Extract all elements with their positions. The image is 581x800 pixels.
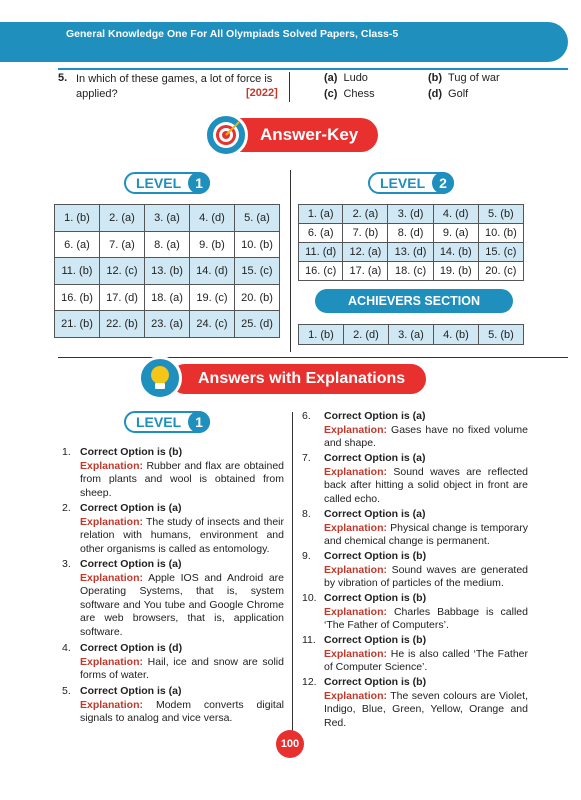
header-title: General Knowledge One For All Olympiads Solved Papers, Class-5 <box>66 28 399 40</box>
target-icon <box>204 113 248 157</box>
header-bar <box>0 22 568 62</box>
level-1-table: 1. (b) 2. (a) 3. (a) 4. (d) 5. (a) 6. (a) 7. (a) 8. (a) 9. (b) 10. (b) 11. (b) 12. (c) 13. (b) 14. (d) 15. (c) 16. (b) 17. (d) 18. (a) 19. (c) 20. (b) 21. (b) 22. (b) 23. (a) 24. (c) 25. (d) <box>54 204 280 338</box>
explanations-level-number: 1 <box>188 411 210 433</box>
vertical-divider-bottom <box>292 412 293 732</box>
achievers-table: 1. (b) 2. (d) 3. (a) 4. (b) 5. (b) <box>298 324 524 345</box>
level-1-number: 1 <box>188 172 210 194</box>
lightbulb-icon <box>138 356 182 400</box>
question-separator <box>289 72 290 102</box>
question-year: [2022] <box>246 87 278 99</box>
answer-key-banner <box>238 118 378 152</box>
option-c: (c) Chess <box>324 88 375 100</box>
level-1-pill: LEVEL 1 <box>124 172 210 194</box>
question-row <box>58 70 568 110</box>
level-2-table: 1. (a) 2. (a) 3. (d) 4. (d) 5. (b) 6. (a) 7. (b) 8. (d) 9. (a) 10. (b) 11. (d) 12. (a) 13. (d) 14. (b) 15. (c) 16. (c) 17. (a) 18. (c) 19. (b) 20. (c) <box>298 204 524 281</box>
option-a: (a) Ludo <box>324 72 368 84</box>
option-d: (d) Golf <box>428 88 469 100</box>
horizontal-divider <box>58 357 568 358</box>
question-text: In which of these games, a lot of force is applied? <box>76 73 273 100</box>
question-number: 5. <box>58 72 68 84</box>
explanations-title: Answers with Explanations <box>198 370 406 387</box>
answer-key-title: Answer-Key <box>260 125 359 144</box>
option-b: (b) Tug of war <box>428 72 500 84</box>
page-number: 100 <box>276 730 304 758</box>
achievers-banner: ACHIEVERS SECTION <box>315 289 513 313</box>
explanations-level-pill: LEVEL 1 <box>124 411 210 433</box>
explanations-banner <box>170 364 426 394</box>
level-2-pill: LEVEL 2 <box>368 172 454 194</box>
level-2-number: 2 <box>432 172 454 194</box>
vertical-divider-top <box>290 170 291 352</box>
